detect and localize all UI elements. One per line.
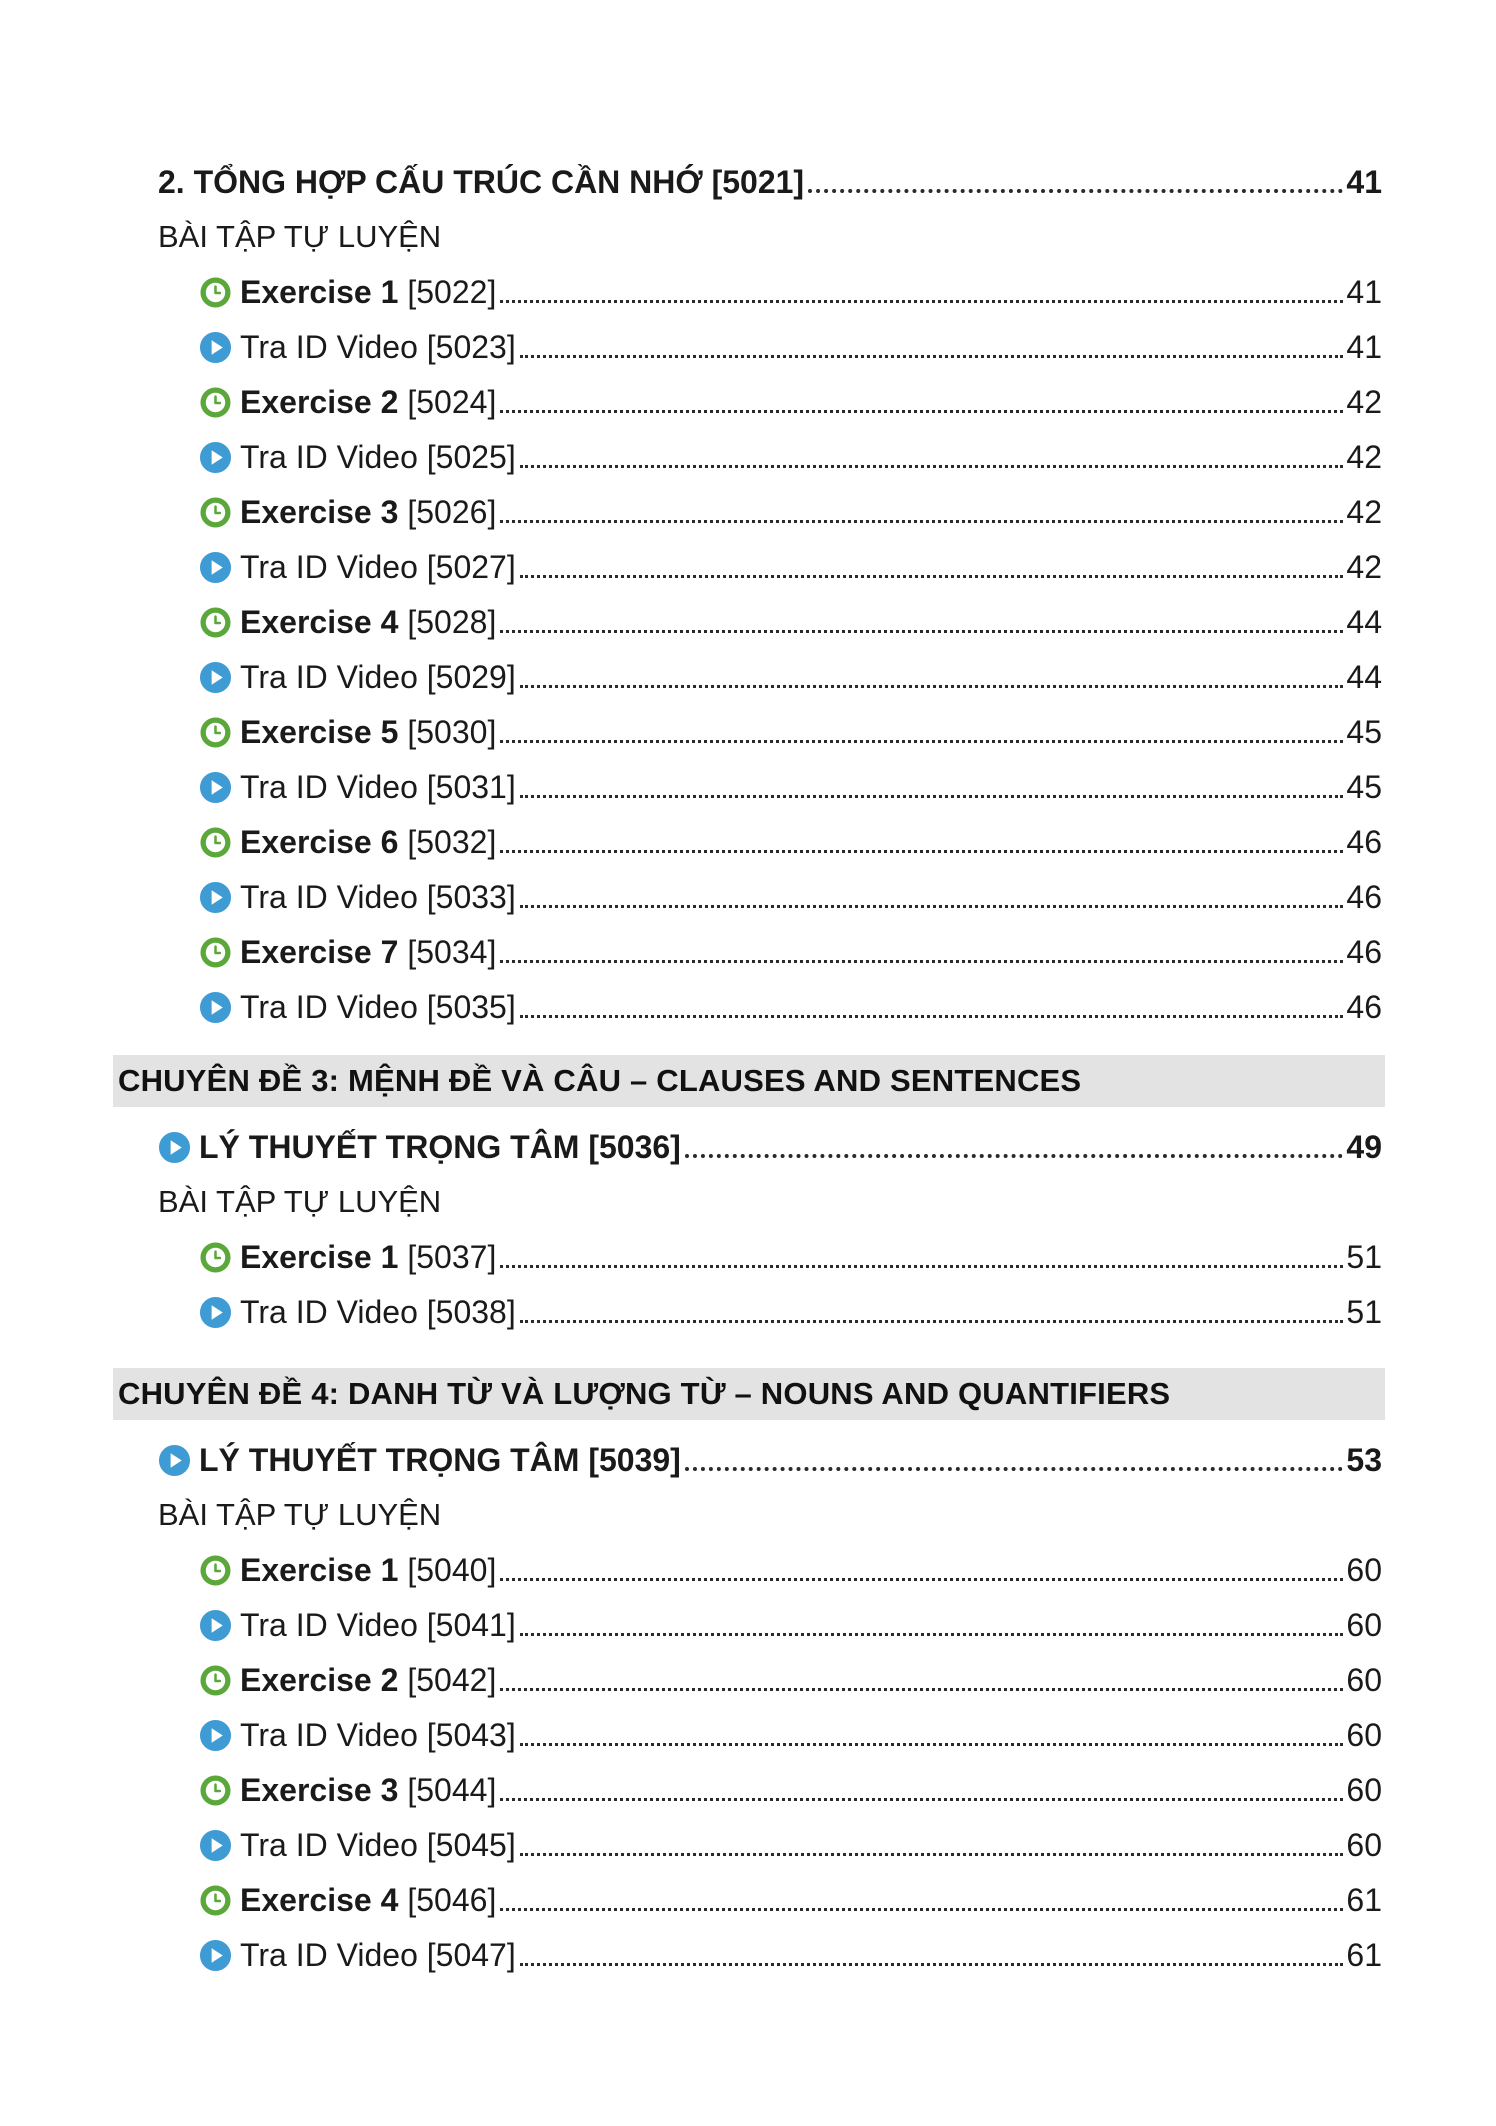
toc-entry-id: [5042] (407, 1662, 497, 1698)
toc-entry-title: Tra ID Video [5029] (240, 659, 516, 695)
dot-leader (520, 685, 1344, 688)
toc-entry-label (158, 1125, 681, 1169)
toc-entry-label (199, 765, 516, 809)
page-number: 46 (1346, 824, 1382, 860)
dot-leader (520, 1633, 1344, 1636)
dot-leader (520, 795, 1344, 798)
toc-entry-title: Tra ID Video [5045] (240, 1827, 516, 1863)
dot-leader (500, 410, 1343, 413)
dot-leader (520, 1015, 1344, 1018)
dot-leader (520, 355, 1344, 358)
page-number: 44 (1346, 604, 1382, 640)
toc-entry-label (199, 1768, 496, 1812)
page-number: 53 (1346, 1442, 1382, 1478)
page-number: 46 (1346, 934, 1382, 970)
toc-entry-title: Exercise 3 (240, 1772, 399, 1808)
toc-entry-label (199, 325, 516, 369)
dot-leader (500, 740, 1343, 743)
toc-entry-label (199, 380, 496, 424)
page-number: 44 (1346, 659, 1382, 695)
dot-leader (520, 1963, 1344, 1966)
toc-entry[interactable] (199, 1548, 1382, 1592)
toc-entry-title: Exercise 5 (240, 714, 399, 750)
toc-entry-label (199, 820, 496, 864)
clock-icon (199, 716, 232, 749)
page-number: 45 (1346, 769, 1382, 805)
toc-entry-title: Tra ID Video [5047] (240, 1937, 516, 1973)
toc-entry-label (199, 600, 496, 644)
page-number: 46 (1346, 879, 1382, 915)
clock-icon (199, 1554, 232, 1587)
dot-leader (685, 1467, 1344, 1471)
toc-entry[interactable] (199, 930, 1382, 974)
toc-entry-title: Exercise 4 (240, 604, 399, 640)
page-number: 51 (1346, 1294, 1382, 1330)
toc-entry[interactable] (199, 765, 1382, 809)
exercise-group-label: BÀI TẬP TỰ LUYỆN (158, 219, 442, 254)
dot-leader (520, 905, 1344, 908)
toc-entry-id: [5022] (407, 274, 497, 310)
clock-icon (199, 936, 232, 969)
clock-icon (199, 826, 232, 859)
toc-entry-label (199, 1933, 516, 1977)
toc-entry-title: Exercise 1 (240, 1552, 399, 1588)
toc-entry-title: Exercise 2 (240, 384, 399, 420)
toc-entry-label (199, 270, 496, 314)
play-icon (199, 331, 232, 364)
play-icon (199, 771, 232, 804)
toc-entry-title: Tra ID Video [5038] (240, 1294, 516, 1330)
toc-entry-id: [5032] (407, 824, 497, 860)
toc-entry-title: Tra ID Video [5041] (240, 1607, 516, 1643)
page-number: 42 (1346, 494, 1382, 530)
toc-entry[interactable] (199, 380, 1382, 424)
page-number: 60 (1346, 1552, 1382, 1588)
dot-leader (520, 575, 1344, 578)
toc-entry-title: Exercise 1 (240, 1239, 399, 1275)
play-icon (199, 881, 232, 914)
toc-entry-title: Tra ID Video [5025] (240, 439, 516, 475)
toc-entry-label (199, 1878, 496, 1922)
toc-entry[interactable] (199, 1713, 1382, 1757)
toc-entry[interactable] (199, 1933, 1382, 1977)
toc-entry[interactable] (199, 820, 1382, 864)
toc-entry-title: Tra ID Video [5027] (240, 549, 516, 585)
toc-entry[interactable] (199, 1235, 1382, 1279)
play-icon (199, 1829, 232, 1862)
toc-entry-title: Exercise 1 (240, 274, 399, 310)
toc-entry-label (199, 1548, 496, 1592)
page-number: 42 (1346, 384, 1382, 420)
page-number: 46 (1346, 989, 1382, 1025)
toc-entry[interactable] (199, 1658, 1382, 1702)
dot-leader (500, 630, 1343, 633)
toc-entry[interactable] (199, 490, 1382, 534)
page-number: 60 (1346, 1607, 1382, 1643)
exercise-group-label: BÀI TẬP TỰ LUYỆN (158, 1184, 442, 1219)
page-number: 42 (1346, 549, 1382, 585)
clock-icon (199, 1664, 232, 1697)
dot-leader (808, 189, 1343, 193)
toc-entry[interactable] (199, 435, 1382, 479)
toc-entry-title: Tra ID Video [5035] (240, 989, 516, 1025)
toc-entry-label (199, 435, 516, 479)
toc-entry-id: [5044] (407, 1772, 497, 1808)
toc-entry[interactable] (199, 655, 1382, 699)
toc-entry[interactable] (199, 325, 1382, 369)
clock-icon (199, 276, 232, 309)
dot-leader (685, 1154, 1344, 1158)
dot-leader (500, 1578, 1343, 1581)
toc-entry-id: [5034] (407, 934, 497, 970)
page-number: 41 (1346, 274, 1382, 310)
dot-leader (500, 300, 1343, 303)
play-icon (199, 1939, 232, 1972)
toc-entry-id: [5046] (407, 1882, 497, 1918)
dot-leader (520, 1320, 1344, 1323)
toc-entry-label (158, 160, 804, 204)
clock-icon (199, 1774, 232, 1807)
page-number: 49 (1346, 1129, 1382, 1165)
play-icon (199, 1609, 232, 1642)
play-icon (199, 1296, 232, 1329)
toc-entry-label (199, 1823, 516, 1867)
play-icon (158, 1131, 191, 1164)
toc-entry[interactable] (199, 270, 1382, 314)
toc-entry-title: Exercise 7 (240, 934, 399, 970)
dot-leader (500, 1688, 1343, 1691)
toc-entry-id: [5026] (407, 494, 497, 530)
toc-entry[interactable] (199, 985, 1382, 1029)
section-heading: CHUYÊN ĐỀ 4: DANH TỪ VÀ LƯỢNG TỪ – NOUNS AND QUANTIFIERS (113, 1368, 1385, 1420)
toc-entry[interactable] (158, 1438, 1382, 1482)
clock-icon (199, 1241, 232, 1274)
toc-entry[interactable] (199, 600, 1382, 644)
toc-entry[interactable] (199, 710, 1382, 754)
toc-entry-label (199, 930, 496, 974)
toc-entry-id: [5028] (407, 604, 497, 640)
toc-entry[interactable] (199, 1878, 1382, 1922)
toc-entry[interactable] (199, 1823, 1382, 1867)
toc-entry-label (199, 875, 516, 919)
toc-entry-title: Tra ID Video [5043] (240, 1717, 516, 1753)
dot-leader (500, 1908, 1343, 1911)
toc-entry-label (158, 1438, 681, 1482)
dot-leader (520, 1853, 1344, 1856)
toc-entry-id: [5037] (407, 1239, 497, 1275)
toc-entry-label (199, 1658, 496, 1702)
toc-entry-label (199, 655, 516, 699)
toc-entry-label (199, 710, 496, 754)
toc-entry-title: Exercise 6 (240, 824, 399, 860)
clock-icon (199, 386, 232, 419)
toc-entry-label (199, 545, 516, 589)
page-number: 41 (1346, 164, 1382, 200)
toc-entry[interactable] (199, 545, 1382, 589)
play-icon (158, 1444, 191, 1477)
toc-entry-title: Exercise 3 (240, 494, 399, 530)
toc-entry[interactable] (199, 1603, 1382, 1647)
toc-entry-id: [5030] (407, 714, 497, 750)
toc-entry-label (199, 1713, 516, 1757)
section-heading: CHUYÊN ĐỀ 3: MỆNH ĐỀ VÀ CÂU – CLAUSES AND SENTENCES (113, 1055, 1385, 1107)
toc-entry[interactable] (158, 160, 1382, 204)
dot-leader (520, 465, 1344, 468)
toc-entry-title: LÝ THUYẾT TRỌNG TÂM [5036] (199, 1129, 681, 1165)
toc-entry-title: 2. TỔNG HỢP CẤU TRÚC CẦN NHỚ [5021] (158, 164, 805, 200)
toc-entry-title: Exercise 4 (240, 1882, 399, 1918)
play-icon (199, 661, 232, 694)
toc-entry-title: Tra ID Video [5023] (240, 329, 516, 365)
clock-icon (199, 496, 232, 529)
toc-entry-label (199, 1290, 516, 1334)
toc-entry[interactable] (199, 1290, 1382, 1334)
toc-entry-title: LÝ THUYẾT TRỌNG TÂM [5039] (199, 1442, 681, 1478)
toc-entry-id: [5024] (407, 384, 497, 420)
page-number: 51 (1346, 1239, 1382, 1275)
toc-entry-label (199, 1603, 516, 1647)
exercise-group-label: BÀI TẬP TỰ LUYỆN (158, 1497, 442, 1532)
clock-icon (199, 1884, 232, 1917)
toc-entry[interactable] (199, 875, 1382, 919)
dot-leader (500, 960, 1343, 963)
dot-leader (520, 1743, 1344, 1746)
toc-entry[interactable] (158, 1125, 1382, 1169)
dot-leader (500, 850, 1343, 853)
toc-entry-title: Tra ID Video [5033] (240, 879, 516, 915)
page-number: 60 (1346, 1662, 1382, 1698)
page-number: 60 (1346, 1772, 1382, 1808)
toc-entry-id: [5040] (407, 1552, 497, 1588)
play-icon (199, 1719, 232, 1752)
dot-leader (500, 1265, 1343, 1268)
toc-entry-title: Tra ID Video [5031] (240, 769, 516, 805)
play-icon (199, 441, 232, 474)
page-number: 42 (1346, 439, 1382, 475)
play-icon (199, 551, 232, 584)
page-number: 60 (1346, 1717, 1382, 1753)
page-number: 61 (1346, 1882, 1382, 1918)
dot-leader (500, 520, 1343, 523)
toc-entry-label (199, 985, 516, 1029)
toc-entry-title: Exercise 2 (240, 1662, 399, 1698)
page-number: 61 (1346, 1937, 1382, 1973)
dot-leader (500, 1798, 1343, 1801)
play-icon (199, 991, 232, 1024)
clock-icon (199, 606, 232, 639)
page-number: 41 (1346, 329, 1382, 365)
toc-entry-label (199, 490, 496, 534)
page-number: 60 (1346, 1827, 1382, 1863)
toc-entry[interactable] (199, 1768, 1382, 1812)
toc-entry-label (199, 1235, 496, 1279)
page-number: 45 (1346, 714, 1382, 750)
